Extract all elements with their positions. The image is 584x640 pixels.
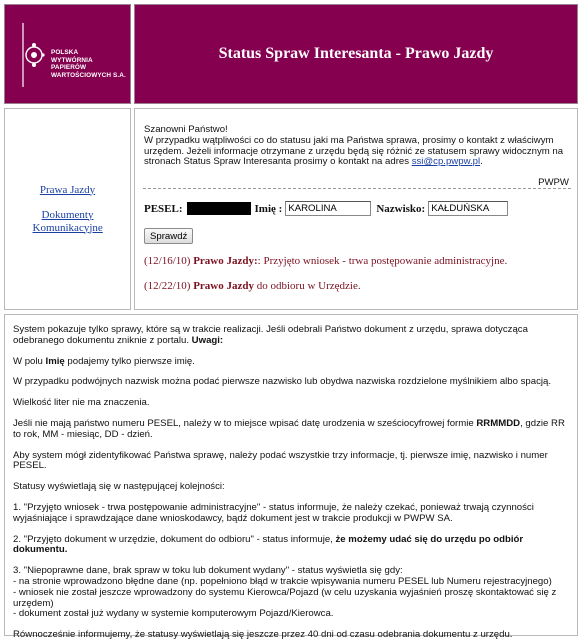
header-banner [134, 4, 578, 104]
nav-link-dokumenty-komunikacyjne[interactable]: Dokumenty Komunikacyjne [32, 208, 103, 234]
info-paragraph: Równocześnie informujemy, że statusy wyświetlają się jeszcze przez 40 dni od czasu odebrania dokumentu z urzędu. [13, 629, 513, 640]
sidebar-nav [4, 108, 131, 310]
status-line-1: (12/16/10) Prawo Jazdy:: Przyjęto wniosek - trwa postępowanie administracyjne. [144, 255, 508, 267]
info-paragraph: 2. "Przyjęto dokument w urzędzie, dokument do odbioru" - status informuje, że możemy udać się do urzędu po odbiór dokumentu. [13, 533, 524, 556]
nav-link-prawa-jazdy[interactable]: Prawa Jazdy [39, 183, 96, 196]
signature: PWPW [538, 177, 569, 188]
logo-text: POLSKA WYTWÓRNIA PAPIERÓW WARTOŚCIOWYCH S.A. [51, 49, 126, 79]
greeting-title: Szanowni Państwo! [144, 124, 228, 135]
info-paragraph: Aby system mógł zidentyfikować Państwa sprawę, należy podać wszystkie trzy informacje, tj. pierwsze imię, nazwisko i numer PESEL. [13, 449, 548, 472]
check-button[interactable]: Sprawdź [144, 228, 193, 244]
info-paragraph: W przypadku podwójnych nazwisk można podać pierwsze nazwisko lub obydwa nazwiska rozdzielone myślnikiem albo spacją. [13, 376, 552, 388]
status-line-2: (12/22/10) Prawo Jazdy do odbioru w Urzędzie. [144, 280, 361, 292]
first-name-input[interactable] [285, 201, 371, 216]
pwpw-emblem-icon [19, 23, 45, 87]
info-text [13, 325, 571, 640]
name-label: Imię : [254, 202, 283, 215]
dashed-separator [143, 188, 571, 189]
info-paragraph: 1. "Przyjęto wniosek - trwa postępowanie administracyjne" - status informuje, że należy czekać, ponieważ trwają czynności wyjaśniające i sprawdzające dane wnioskodawcy, bądź dokument jest w trakcie produkcji w PWPW SA. [13, 501, 534, 524]
info-paragraph: 3. "Niepoprawne dane, brak spraw w toku lub dokument wydany" - status wyświetla się gdy: - na stronie wprowadzono błędne dane (np. popełniono błąd w trakcie wpisywania numeru PESEL lub Numeru rejestracyjnego) - wniosek nie został jeszcze wprowadzony do systemu Kierowca/Pojazd (w celu uzyskania wyjaśnień proszę skontaktować się z urzędem) - dokument został już wydany w systemie komputerowym Pojazd/Kierowca. [13, 565, 557, 620]
pesel-label: PESEL: [144, 202, 183, 215]
info-paragraph: Wielkość liter nie ma znaczenia. [13, 397, 150, 409]
info-paragraph: Statusy wyświetlają się w następującej kolejności: [13, 481, 225, 493]
search-form [144, 201, 508, 216]
page-title: Status Spraw Interesanta - Prawo Jazdy [218, 45, 494, 62]
search-panel [134, 108, 578, 310]
contact-email-link[interactable]: ssi@cp.pwpw.pl [411, 156, 481, 168]
info-paragraph: System pokazuje tylko sprawy, które są w trakcie realizacji. Jeśli odebrali Państwo dokument z urzędu, sprawa dotycząca odebranego dokumentu zniknie z portalu. Uwagi: [13, 324, 528, 346]
info-panel [4, 314, 578, 640]
info-paragraph: W polu Imię podajemy tylko pierwsze imię. [13, 355, 195, 367]
pesel-input-redacted[interactable] [187, 202, 251, 215]
greeting-text [144, 125, 572, 168]
greeting-body: W przypadku wątpliwości co do statusu jaki ma Państwa sprawa, prosimy o kontakt z właściwym urzędem. Jeżeli informacje otrzymane z urzędu będą się różnić ze statusem sprawy widocznym na stronach Status Spraw Interesanta prosimy o kontakt na adres ssi@cp.pwpw.pl. [144, 134, 564, 168]
surname-input[interactable] [428, 201, 508, 216]
pwpw-logo [4, 4, 131, 104]
info-paragraph: Jeśli nie mają państwo numeru PESEL, należy w to miejsce wpisać datę urodzenia w sześciocyfrowej formie RRMMDD, gdzie RR to rok, MM - miesiąc, DD - dzień. [13, 417, 565, 440]
surname-label: Nazwisko: [376, 202, 426, 215]
